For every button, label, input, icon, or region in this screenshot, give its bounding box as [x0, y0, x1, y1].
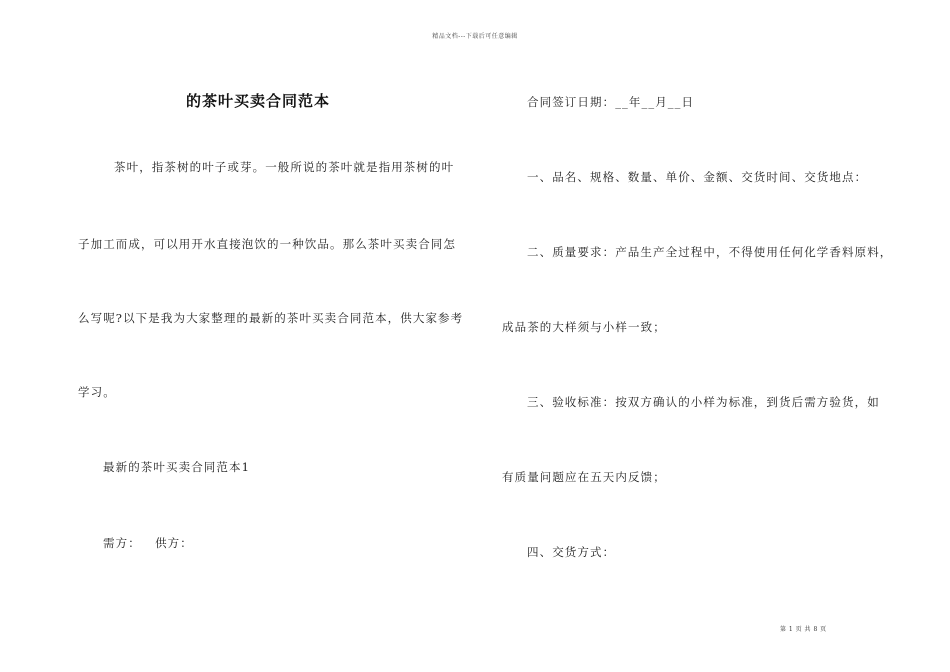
intro-line-3: 么写呢?以下是我为大家整理的最新的茶叶买卖合同范本，供大家参考: [78, 311, 464, 325]
page-header: 精品文档---下载后可任意编辑: [432, 33, 518, 40]
clause-3-line-2: 有质量问题应在五天内反馈；: [502, 470, 666, 484]
clause-2-line-2: 成品茶的大样须与小样一致；: [502, 320, 666, 334]
clause-3-line-1: 三、验收标准：按双方确认的小样为标准，到货后需方验货，如: [527, 395, 880, 409]
clause-1: 一、品名、规格、数量、单价、金额、交货时间、交货地点：: [527, 170, 868, 184]
contract-section-heading: 最新的茶叶买卖合同范本1: [103, 460, 251, 474]
parties-line: 需方： 供方：: [103, 536, 193, 550]
sign-date-line: 合同签订日期：__年__月__日: [527, 95, 695, 109]
clause-2-line-1: 二、质量要求：产品生产全过程中，不得使用任何化学香料原料，: [527, 245, 893, 259]
intro-line-1: 茶叶，指茶树的叶子或芽。一般所说的茶叶就是指用茶树的叶: [114, 160, 455, 174]
page-number: 第 1 页 共 8 页: [780, 626, 827, 633]
clause-4: 四、交货方式：: [527, 545, 616, 559]
intro-line-2: 子加工而成，可以用开水直接泡饮的一种饮品。那么茶叶买卖合同怎: [78, 237, 456, 251]
intro-line-4: 学习。: [78, 385, 116, 399]
document-title: 的茶叶买卖合同范本: [186, 92, 331, 110]
